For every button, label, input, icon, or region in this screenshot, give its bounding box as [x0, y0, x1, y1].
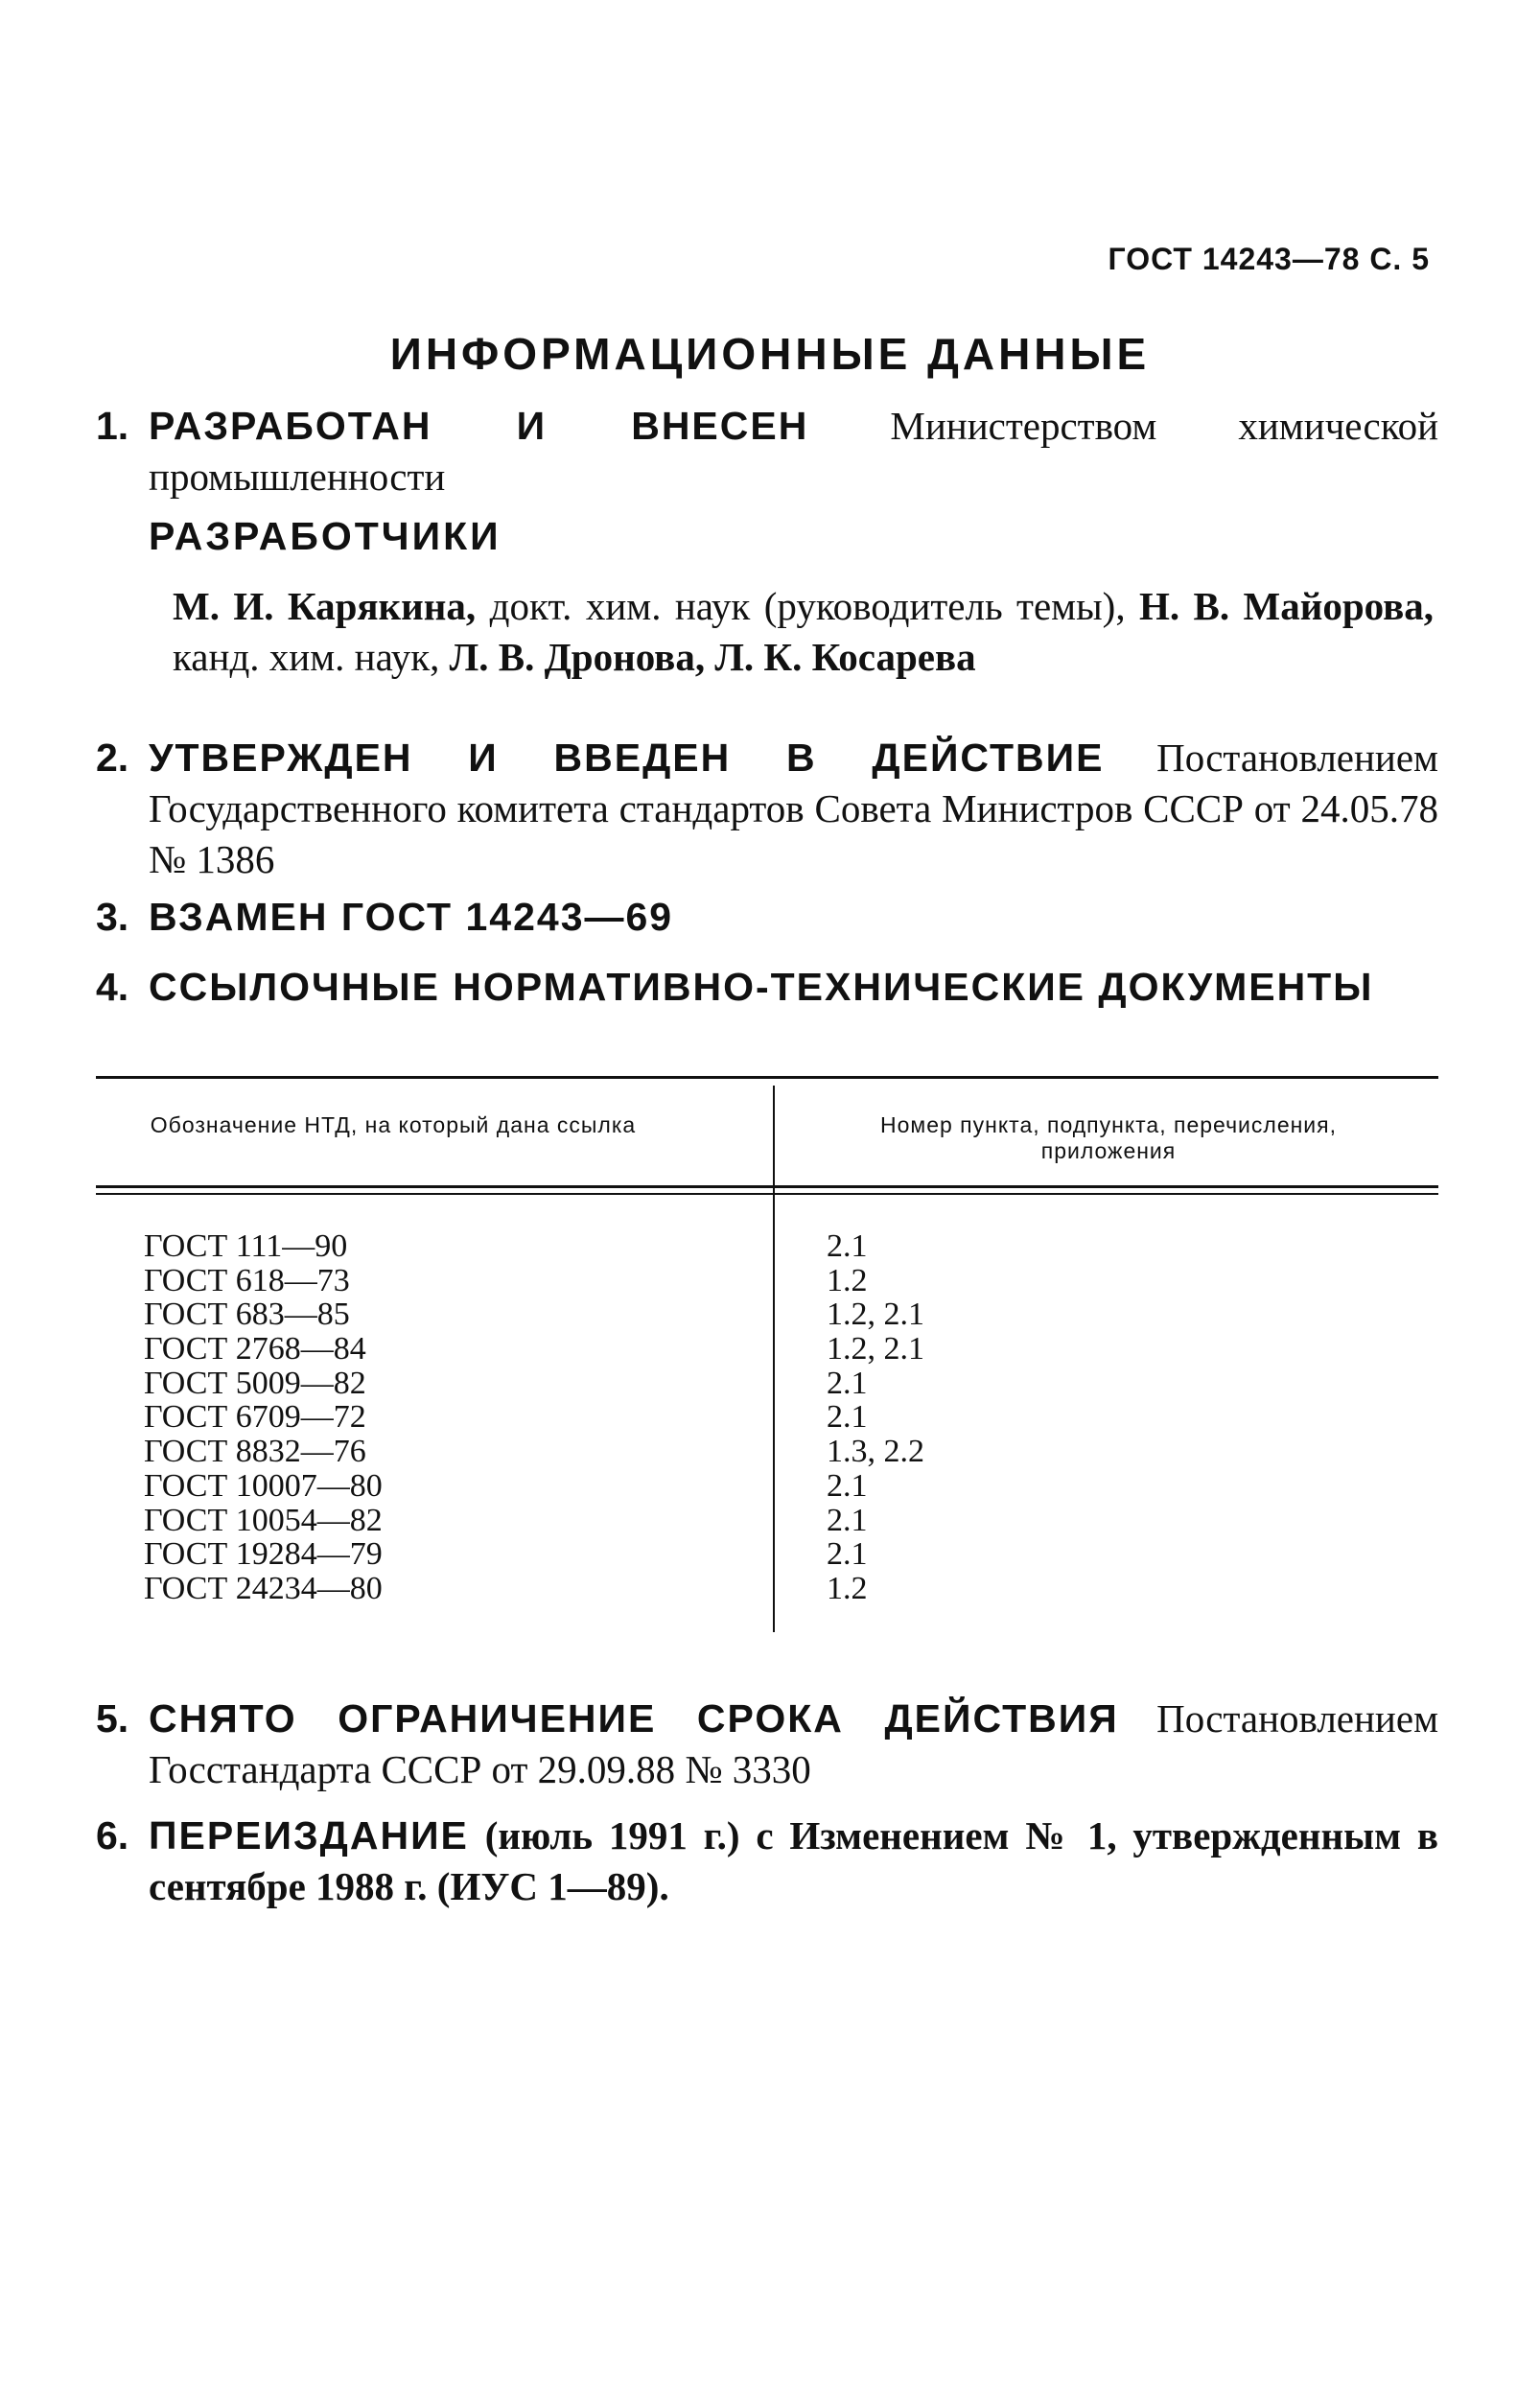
- developer-name: М. И. Карякина,: [173, 584, 477, 628]
- developers-list: [173, 581, 1434, 683]
- table-cell-ntd: ГОСТ 2768—84: [144, 1331, 366, 1367]
- item-3: [96, 892, 1438, 943]
- table-cell-clause: 1.2: [827, 1570, 868, 1606]
- table-cell-ntd: ГОСТ 6709—72: [144, 1399, 366, 1436]
- item-number: 3.: [96, 895, 129, 939]
- table-cell-clause: 2.1: [827, 1228, 868, 1264]
- item-lead: ССЫЛОЧНЫЕ НОРМАТИВНО-ТЕХНИЧЕСКИЕ ДОКУМЕНТЫ: [149, 965, 1374, 1009]
- table-header-rule: [96, 1193, 1438, 1195]
- item-text: (июль 1991 г.) с Изменением № 1, утвержденным в сентябре 1988 г. (ИУС 1—89).: [149, 1813, 1439, 1908]
- table-row: [96, 1400, 1438, 1435]
- table-row: [96, 1469, 1438, 1504]
- table-row: [96, 1297, 1438, 1332]
- item-lead: ВЗАМЕН ГОСТ 14243—69: [149, 895, 674, 939]
- item-2: [96, 733, 1438, 885]
- item-text: Постановлением Государственного комитета стандартов Совета Министров СССР от 24.05.78 № 1386: [149, 736, 1438, 881]
- table-row: [96, 1332, 1438, 1367]
- item-5: [96, 1694, 1438, 1795]
- table-cell-ntd: ГОСТ 19284—79: [144, 1536, 383, 1573]
- item-number: 6.: [96, 1813, 129, 1858]
- item-lead: СНЯТО ОГРАНИЧЕНИЕ СРОКА ДЕЙСТВИЯ: [149, 1696, 1119, 1741]
- developers-heading: РАЗРАБОТЧИКИ: [149, 514, 502, 558]
- item-number: 5.: [96, 1696, 129, 1741]
- table-row: [96, 1572, 1438, 1606]
- table-cell-ntd: ГОСТ 111—90: [144, 1228, 348, 1264]
- table-cell-ntd: ГОСТ 24234—80: [144, 1570, 383, 1606]
- table-cell-clause: 2.1: [827, 1536, 868, 1573]
- developer-title: канд. хим. наук,: [173, 635, 440, 679]
- table-body: [96, 1229, 1438, 1606]
- table-row: [96, 1229, 1438, 1264]
- item-lead: ПЕРЕИЗДАНИЕ: [149, 1813, 469, 1858]
- developer-name: Н. В. Майорова,: [1138, 584, 1435, 628]
- item-number: 4.: [96, 965, 129, 1009]
- table-cell-clause: 1.3, 2.2: [827, 1434, 924, 1470]
- page-header: ГОСТ 14243—78 С. 5: [1108, 242, 1430, 276]
- reference-table: [96, 1076, 1438, 1651]
- table-cell-clause: 1.2, 2.1: [827, 1331, 924, 1367]
- table-cell-ntd: ГОСТ 8832—76: [144, 1434, 366, 1470]
- table-cell-clause: 1.2: [827, 1262, 868, 1298]
- table-row: [96, 1264, 1438, 1298]
- table-row: [96, 1367, 1438, 1401]
- table-cell-clause: 1.2, 2.1: [827, 1297, 924, 1333]
- table-cell-ntd: ГОСТ 5009—82: [144, 1365, 366, 1401]
- table-row: [96, 1504, 1438, 1538]
- table-cell-clause: 2.1: [827, 1502, 868, 1538]
- item-number: 2.: [96, 736, 129, 780]
- table-header-rule: [96, 1185, 1438, 1188]
- item-lead: РАЗРАБОТАН И ВНЕСЕН: [149, 404, 809, 448]
- item-lead: УТВЕРЖДЕН И ВВЕДЕН В ДЕЙСТВИЕ: [149, 736, 1105, 780]
- table-cell-ntd: ГОСТ 10007—80: [144, 1467, 383, 1504]
- table-row: [96, 1537, 1438, 1572]
- table-cell-clause: 2.1: [827, 1467, 868, 1504]
- item-text: Министерством химической промышленности: [149, 404, 1439, 499]
- item-6: [96, 1811, 1438, 1912]
- item-text: Постановлением Госстандарта СССР от 29.09.88 № 3330: [149, 1696, 1439, 1791]
- table-cell-ntd: ГОСТ 618—73: [144, 1262, 350, 1298]
- item-number: 1.: [96, 404, 129, 448]
- table-header-designation: Обозначение НТД, на который дана ссылка: [150, 1112, 637, 1137]
- item-4: [96, 962, 1438, 1013]
- page-title: ИНФОРМАЦИОННЫЕ ДАННЫЕ: [389, 329, 1151, 379]
- table-row: [96, 1435, 1438, 1469]
- table-cell-clause: 2.1: [827, 1399, 868, 1436]
- table-cell-clause: 2.1: [827, 1365, 868, 1401]
- table-cell-ntd: ГОСТ 683—85: [144, 1297, 350, 1333]
- item-1: [96, 401, 1438, 502]
- developer-title: докт. хим. наук (руководитель темы),: [489, 584, 1126, 628]
- table-top-rule: [96, 1076, 1438, 1079]
- table-header-clause: Номер пункта, подпункта, перечисления, приложения: [880, 1112, 1337, 1163]
- table-cell-ntd: ГОСТ 10054—82: [144, 1502, 383, 1538]
- developer-name: Л. В. Дронова, Л. К. Косарева: [449, 635, 976, 679]
